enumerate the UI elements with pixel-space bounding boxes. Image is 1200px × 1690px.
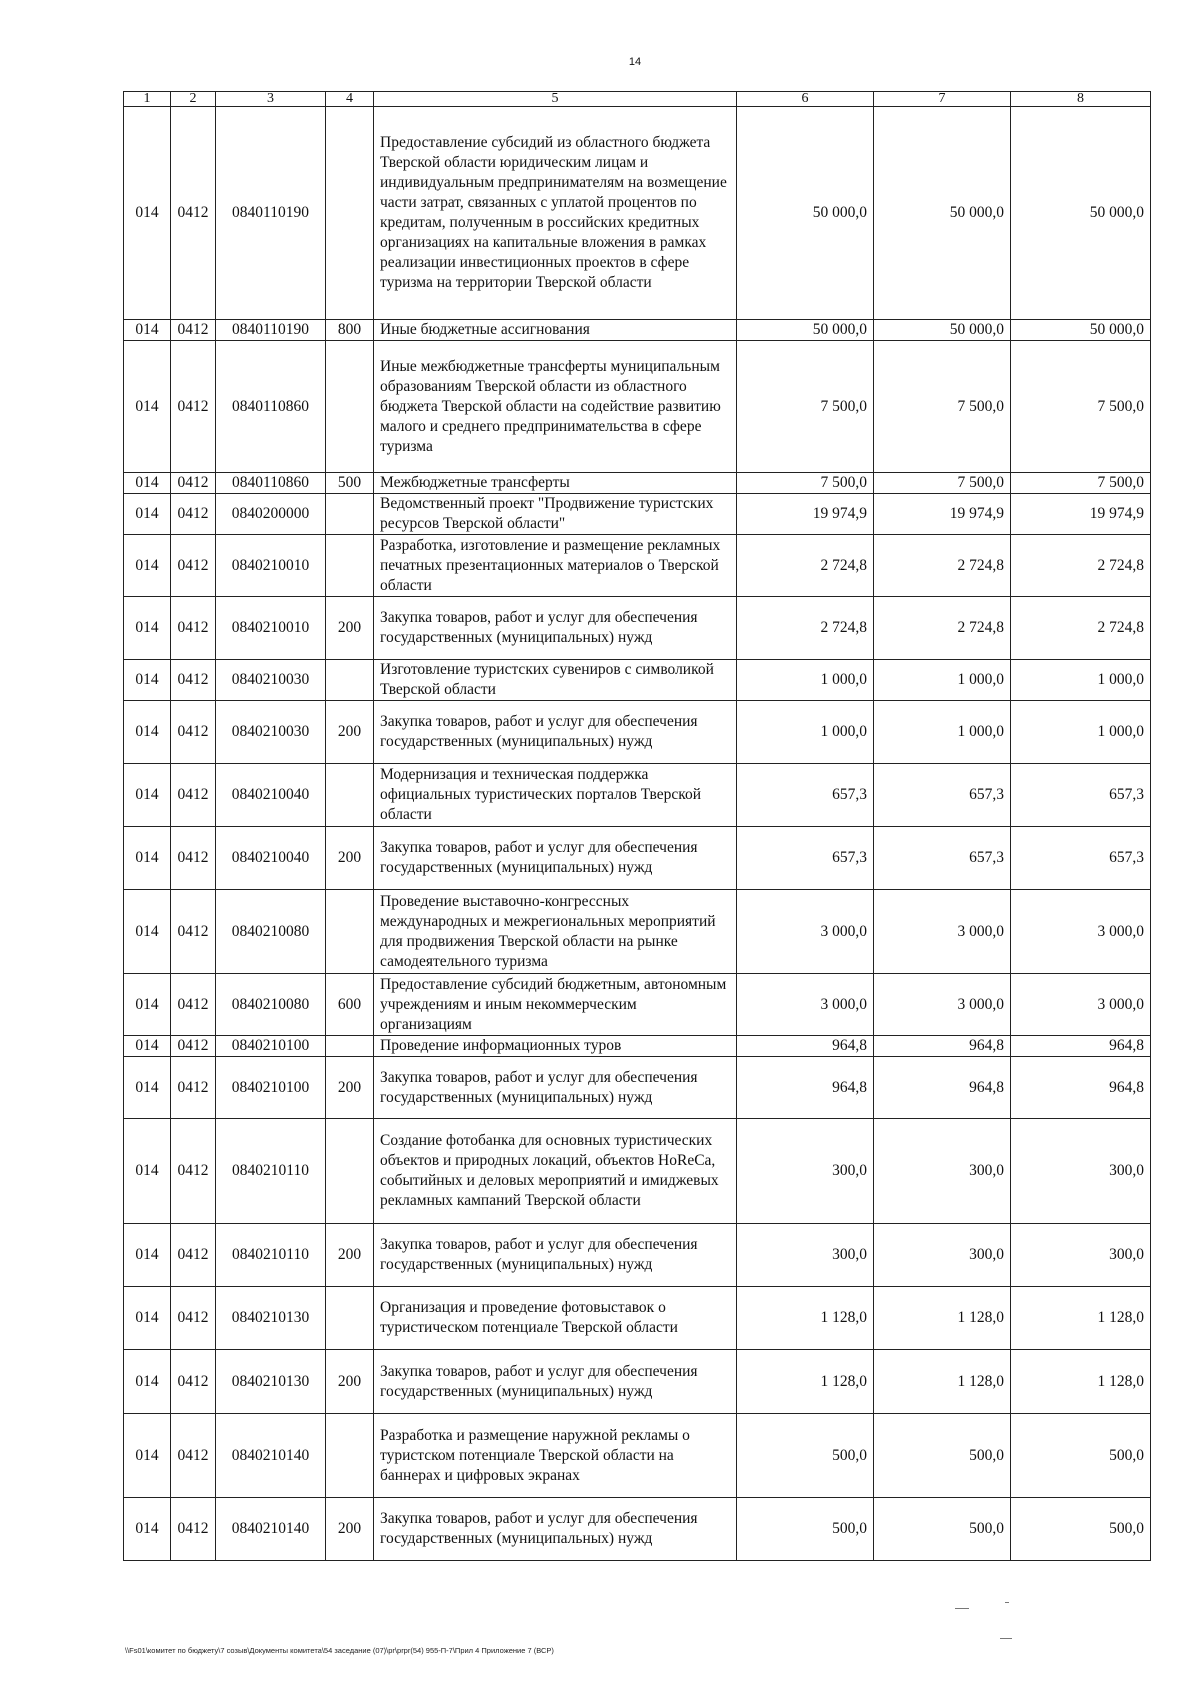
amount-year-2: 300,0 <box>874 1119 1011 1224</box>
item-description: Иные бюджетные ассигнования <box>374 320 737 341</box>
section-code: 0412 <box>171 1224 216 1287</box>
item-description: Предоставление субсидий из областного бюджета Тверской области юридическим лицам и индивидуальным предпринимателям на возмещение части затрат, связанных с уплатой процентов по кредитам, полученным в российских кредитных организациях на капитальные вложения в рамках реализации инвестиционных проектов в сфере туризма на территории Тверской области <box>374 107 737 320</box>
amount-year-2: 1 000,0 <box>874 701 1011 764</box>
amount-year-2: 50 000,0 <box>874 107 1011 320</box>
amount-year-3: 7 500,0 <box>1011 473 1151 494</box>
amount-year-2: 300,0 <box>874 1224 1011 1287</box>
col-header-8: 8 <box>1011 92 1151 107</box>
section-code: 0412 <box>171 341 216 473</box>
amount-year-1: 19 974,9 <box>737 494 874 535</box>
amount-year-3: 3 000,0 <box>1011 890 1151 974</box>
col-header-2: 2 <box>171 92 216 107</box>
table-row <box>124 1036 1151 1057</box>
amount-year-2: 2 724,8 <box>874 597 1011 660</box>
section-code: 0412 <box>171 107 216 320</box>
section-code: 0412 <box>171 974 216 1036</box>
section-code: 0412 <box>171 473 216 494</box>
amount-year-3: 964,8 <box>1011 1057 1151 1119</box>
target-article: 0840110860 <box>216 341 326 473</box>
scan-mark <box>1000 1638 1012 1639</box>
item-description: Закупка товаров, работ и услуг для обеспечения государственных (муниципальных) нужд <box>374 1350 737 1414</box>
amount-year-2: 964,8 <box>874 1036 1011 1057</box>
item-description: Изготовление туристских сувениров с символикой Тверской области <box>374 660 737 701</box>
table-row <box>124 701 1151 764</box>
col-header-1: 1 <box>124 92 171 107</box>
table-row <box>124 827 1151 890</box>
file-path-footer: \\Fs01\комитет по бюджету\7 созыв\Документы комитета\54 заседание (07)\pr\prpr(54) 955-П-7\Прил 4 Приложение 7 (ВСР) <box>125 1646 554 1655</box>
amount-year-2: 964,8 <box>874 1057 1011 1119</box>
amount-year-1: 1 128,0 <box>737 1350 874 1414</box>
target-article: 0840210140 <box>216 1498 326 1561</box>
target-article: 0840210030 <box>216 660 326 701</box>
ministry-code: 014 <box>124 890 171 974</box>
section-code: 0412 <box>171 597 216 660</box>
budget-table <box>123 91 1151 1561</box>
amount-year-3: 1 128,0 <box>1011 1350 1151 1414</box>
section-code: 0412 <box>171 1414 216 1498</box>
col-header-5: 5 <box>374 92 737 107</box>
ministry-code: 014 <box>124 1414 171 1498</box>
ministry-code: 014 <box>124 597 171 660</box>
expense-type <box>326 890 374 974</box>
amount-year-1: 1 000,0 <box>737 660 874 701</box>
expense-type <box>326 764 374 827</box>
amount-year-3: 964,8 <box>1011 1036 1151 1057</box>
target-article: 0840210140 <box>216 1414 326 1498</box>
ministry-code: 014 <box>124 1287 171 1350</box>
section-code: 0412 <box>171 1350 216 1414</box>
table-row <box>124 473 1151 494</box>
table-row <box>124 320 1151 341</box>
amount-year-3: 2 724,8 <box>1011 597 1151 660</box>
table-row <box>124 1414 1151 1498</box>
target-article: 0840210110 <box>216 1119 326 1224</box>
table-row <box>124 1057 1151 1119</box>
ministry-code: 014 <box>124 1224 171 1287</box>
expense-type: 600 <box>326 974 374 1036</box>
ministry-code: 014 <box>124 827 171 890</box>
section-code: 0412 <box>171 827 216 890</box>
target-article: 0840210010 <box>216 597 326 660</box>
section-code: 0412 <box>171 1119 216 1224</box>
target-article: 0840210110 <box>216 1224 326 1287</box>
amount-year-2: 19 974,9 <box>874 494 1011 535</box>
col-header-3: 3 <box>216 92 326 107</box>
table-row <box>124 890 1151 974</box>
amount-year-2: 3 000,0 <box>874 890 1011 974</box>
table-row <box>124 341 1151 473</box>
item-description: Организация и проведение фотовыставок о туристическом потенциале Тверской области <box>374 1287 737 1350</box>
amount-year-1: 7 500,0 <box>737 341 874 473</box>
ministry-code: 014 <box>124 764 171 827</box>
ministry-code: 014 <box>124 494 171 535</box>
amount-year-3: 2 724,8 <box>1011 535 1151 597</box>
ministry-code: 014 <box>124 1350 171 1414</box>
ministry-code: 014 <box>124 341 171 473</box>
amount-year-2: 3 000,0 <box>874 974 1011 1036</box>
expense-type: 200 <box>326 1057 374 1119</box>
item-description: Закупка товаров, работ и услуг для обеспечения государственных (муниципальных) нужд <box>374 827 737 890</box>
section-code: 0412 <box>171 1287 216 1350</box>
expense-type: 200 <box>326 1350 374 1414</box>
target-article: 0840200000 <box>216 494 326 535</box>
expense-type: 500 <box>326 473 374 494</box>
ministry-code: 014 <box>124 1498 171 1561</box>
amount-year-1: 657,3 <box>737 827 874 890</box>
item-description: Закупка товаров, работ и услуг для обеспечения государственных (муниципальных) нужд <box>374 1057 737 1119</box>
amount-year-3: 19 974,9 <box>1011 494 1151 535</box>
col-header-4: 4 <box>326 92 374 107</box>
section-code: 0412 <box>171 1057 216 1119</box>
expense-type: 200 <box>326 701 374 764</box>
table-row <box>124 1287 1151 1350</box>
target-article: 0840110190 <box>216 107 326 320</box>
amount-year-1: 7 500,0 <box>737 473 874 494</box>
ministry-code: 014 <box>124 974 171 1036</box>
table-row <box>124 1350 1151 1414</box>
amount-year-2: 1 128,0 <box>874 1287 1011 1350</box>
page-number: 14 <box>628 56 642 68</box>
section-code: 0412 <box>171 320 216 341</box>
section-code: 0412 <box>171 494 216 535</box>
section-code: 0412 <box>171 764 216 827</box>
amount-year-1: 3 000,0 <box>737 890 874 974</box>
amount-year-1: 500,0 <box>737 1414 874 1498</box>
ministry-code: 014 <box>124 320 171 341</box>
amount-year-1: 50 000,0 <box>737 320 874 341</box>
target-article: 0840210030 <box>216 701 326 764</box>
item-description: Создание фотобанка для основных туристических объектов и природных локаций, объектов HoReCa, событийных и деловых мероприятий и имиджевых рекламных кампаний Тверской области <box>374 1119 737 1224</box>
amount-year-3: 300,0 <box>1011 1119 1151 1224</box>
amount-year-3: 657,3 <box>1011 827 1151 890</box>
expense-type: 800 <box>326 320 374 341</box>
amount-year-2: 50 000,0 <box>874 320 1011 341</box>
item-description: Предоставление субсидий бюджетным, автономным учреждениям и иным некоммерческим организациям <box>374 974 737 1036</box>
target-article: 0840210100 <box>216 1036 326 1057</box>
amount-year-3: 1 000,0 <box>1011 701 1151 764</box>
amount-year-3: 1 000,0 <box>1011 660 1151 701</box>
ministry-code: 014 <box>124 1036 171 1057</box>
item-description: Ведомственный проект "Продвижение туристских ресурсов Тверской области" <box>374 494 737 535</box>
item-description: Закупка товаров, работ и услуг для обеспечения государственных (муниципальных) нужд <box>374 597 737 660</box>
table-row <box>124 535 1151 597</box>
target-article: 0840210080 <box>216 974 326 1036</box>
ministry-code: 014 <box>124 1057 171 1119</box>
amount-year-1: 964,8 <box>737 1036 874 1057</box>
table-row <box>124 1224 1151 1287</box>
target-article: 0840210100 <box>216 1057 326 1119</box>
ministry-code: 014 <box>124 1119 171 1224</box>
item-description: Проведение информационных туров <box>374 1036 737 1057</box>
table-row <box>124 974 1151 1036</box>
target-article: 0840210080 <box>216 890 326 974</box>
expense-type <box>326 1414 374 1498</box>
amount-year-1: 3 000,0 <box>737 974 874 1036</box>
table-row <box>124 1498 1151 1561</box>
ministry-code: 014 <box>124 535 171 597</box>
col-header-7: 7 <box>874 92 1011 107</box>
item-description: Проведение выставочно-конгрессных международных и межрегиональных мероприятий для продвижения Тверской области на рынке самодеятельного туризма <box>374 890 737 974</box>
section-code: 0412 <box>171 1498 216 1561</box>
target-article: 0840210040 <box>216 827 326 890</box>
item-description: Межбюджетные трансферты <box>374 473 737 494</box>
table-row <box>124 107 1151 320</box>
amount-year-2: 500,0 <box>874 1414 1011 1498</box>
amount-year-2: 2 724,8 <box>874 535 1011 597</box>
section-code: 0412 <box>171 1036 216 1057</box>
ministry-code: 014 <box>124 107 171 320</box>
expense-type <box>326 107 374 320</box>
expense-type: 200 <box>326 1498 374 1561</box>
amount-year-3: 500,0 <box>1011 1498 1151 1561</box>
table-row <box>124 494 1151 535</box>
item-description: Разработка и размещение наружной рекламы о туристском потенциале Тверской области на баннерах и цифровых экранах <box>374 1414 737 1498</box>
ministry-code: 014 <box>124 473 171 494</box>
table-row <box>124 660 1151 701</box>
expense-type <box>326 535 374 597</box>
amount-year-2: 657,3 <box>874 764 1011 827</box>
amount-year-2: 7 500,0 <box>874 473 1011 494</box>
amount-year-2: 7 500,0 <box>874 341 1011 473</box>
amount-year-1: 2 724,8 <box>737 535 874 597</box>
target-article: 0840110860 <box>216 473 326 494</box>
ministry-code: 014 <box>124 701 171 764</box>
expense-type <box>326 1287 374 1350</box>
amount-year-3: 50 000,0 <box>1011 107 1151 320</box>
section-code: 0412 <box>171 701 216 764</box>
table-row <box>124 597 1151 660</box>
amount-year-1: 657,3 <box>737 764 874 827</box>
amount-year-1: 964,8 <box>737 1057 874 1119</box>
amount-year-1: 2 724,8 <box>737 597 874 660</box>
amount-year-1: 1 000,0 <box>737 701 874 764</box>
target-article: 0840210130 <box>216 1287 326 1350</box>
target-article: 0840110190 <box>216 320 326 341</box>
item-description: Закупка товаров, работ и услуг для обеспечения государственных (муниципальных) нужд <box>374 701 737 764</box>
expense-type <box>326 660 374 701</box>
amount-year-3: 300,0 <box>1011 1224 1151 1287</box>
expense-type: 200 <box>326 597 374 660</box>
amount-year-2: 500,0 <box>874 1498 1011 1561</box>
item-description: Закупка товаров, работ и услуг для обеспечения государственных (муниципальных) нужд <box>374 1224 737 1287</box>
expense-type: 200 <box>326 1224 374 1287</box>
target-article: 0840210130 <box>216 1350 326 1414</box>
expense-type: 200 <box>326 827 374 890</box>
amount-year-3: 50 000,0 <box>1011 320 1151 341</box>
target-article: 0840210010 <box>216 535 326 597</box>
expense-type <box>326 341 374 473</box>
table-row <box>124 1119 1151 1224</box>
expense-type <box>326 1036 374 1057</box>
expense-type <box>326 494 374 535</box>
section-code: 0412 <box>171 535 216 597</box>
section-code: 0412 <box>171 660 216 701</box>
amount-year-1: 500,0 <box>737 1498 874 1561</box>
amount-year-3: 7 500,0 <box>1011 341 1151 473</box>
section-code: 0412 <box>171 890 216 974</box>
table-row <box>124 764 1151 827</box>
scan-mark <box>955 1608 969 1609</box>
amount-year-3: 657,3 <box>1011 764 1151 827</box>
ministry-code: 014 <box>124 660 171 701</box>
amount-year-3: 3 000,0 <box>1011 974 1151 1036</box>
target-article: 0840210040 <box>216 764 326 827</box>
item-description: Модернизация и техническая поддержка официальных туристических порталов Тверской области <box>374 764 737 827</box>
item-description: Закупка товаров, работ и услуг для обеспечения государственных (муниципальных) нужд <box>374 1498 737 1561</box>
amount-year-2: 657,3 <box>874 827 1011 890</box>
amount-year-2: 1 000,0 <box>874 660 1011 701</box>
amount-year-1: 300,0 <box>737 1119 874 1224</box>
amount-year-3: 1 128,0 <box>1011 1287 1151 1350</box>
amount-year-2: 1 128,0 <box>874 1350 1011 1414</box>
amount-year-3: 500,0 <box>1011 1414 1151 1498</box>
header-row <box>124 92 1151 107</box>
col-header-6: 6 <box>737 92 874 107</box>
scan-mark <box>1005 1602 1009 1603</box>
amount-year-1: 50 000,0 <box>737 107 874 320</box>
expense-type <box>326 1119 374 1224</box>
amount-year-1: 300,0 <box>737 1224 874 1287</box>
item-description: Разработка, изготовление и размещение рекламных печатных презентационных материалов о Тверской области <box>374 535 737 597</box>
item-description: Иные межбюджетные трансферты муниципальным образованиям Тверской области из областного бюджета Тверской области на содействие развитию малого и среднего предпринимательства в сфере туризма <box>374 341 737 473</box>
amount-year-1: 1 128,0 <box>737 1287 874 1350</box>
